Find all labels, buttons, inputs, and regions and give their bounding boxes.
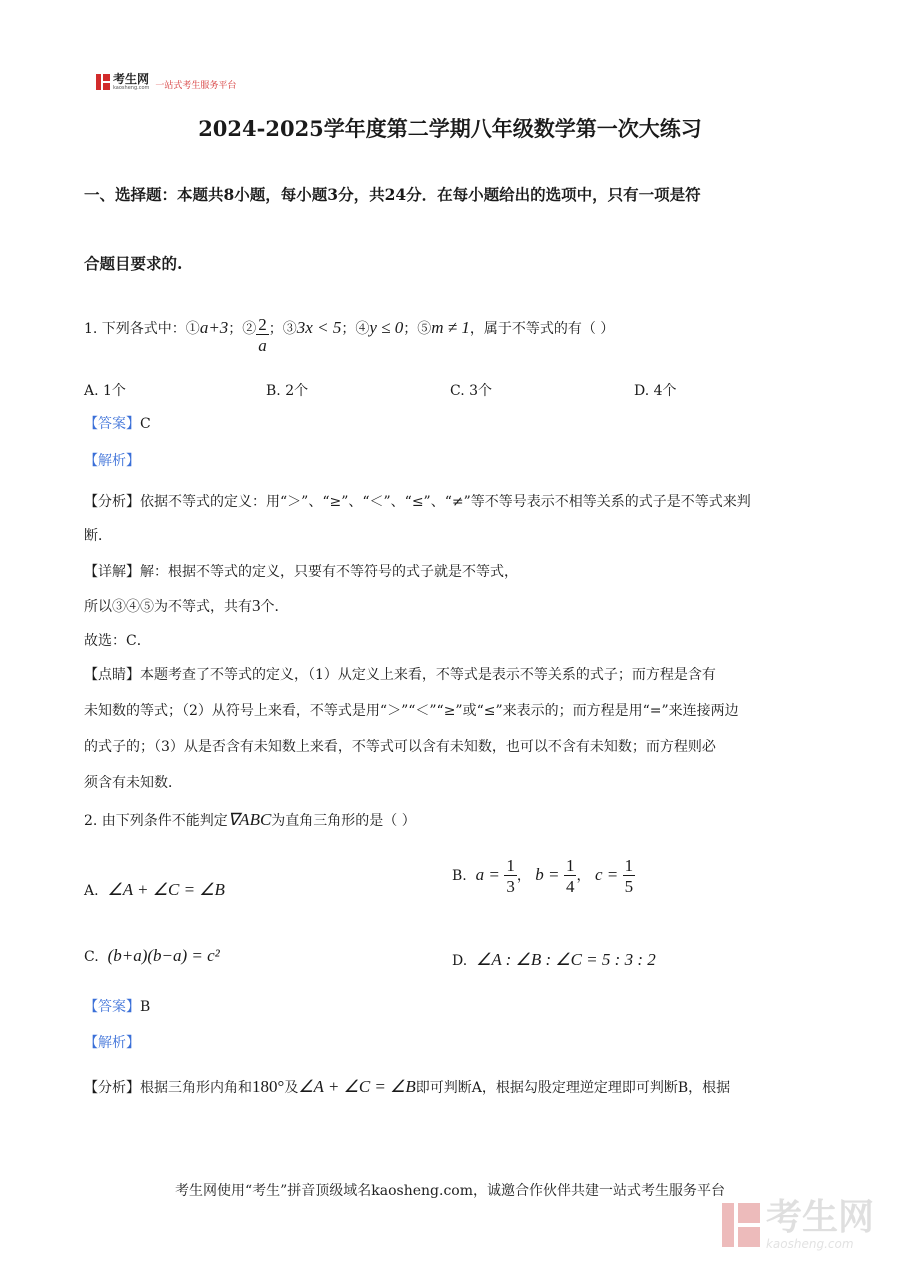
q2-option-b: B. a = $\frac{1}{3}$ ， b = $\frac{1}{4}$ ， c = $\frac{1}{5}$ [452, 856, 634, 896]
q1-dianjing: 【点睛】本题考查了不等式的定义，（1）从定义上来看，不等式是表示不等关系的式子；而方程是含有 未知数的等式；（2）从符号上来看，不等式是用“＞”“＜”“≥”或“≤”来表示的；而方程是用“=”来连接两边 的式子的；（3）从是否含有未知数上来看，不等式可以含有未知数，也可以不含有未知数；而方程则必 须含有未知数． [84, 667, 739, 791]
q1-option-d: D. 4个 [634, 383, 677, 399]
page-title: 2024-2025学年度第二学期八年级数学第一次大练习 [198, 116, 702, 141]
watermark-name: 考生网 [765, 1197, 874, 1238]
q1-option-c: C. 3个 [450, 383, 493, 399]
q2-answer: 【答案】B [84, 999, 151, 1015]
q1-option-b: B. 2个 [266, 383, 309, 399]
q1-fraction: $\frac{2}{a}$ [258, 315, 267, 355]
page-footer: 考生网使用“考生”拼音顶级域名kaosheng.com，诚邀合作伙伴共建一站式考生服务平台 [174, 1183, 726, 1199]
q1-fenxi: 【分析】依据不等式的定义：用“＞”、“≥”、“＜”、“≤”、“≠”等不等号表示不相等关系的式子是不等式来判 断． [84, 494, 751, 544]
q1-xiangjie: 【详解】解：根据不等式的定义，只要有不等符号的式子就是不等式， 所以③④⑤为不等式，共有3个． 故选：C． [84, 564, 518, 649]
q1-stem: 1. 下列各式中：①a+3；② $\frac{2}{a}$ ；③3x < 5；④y ≤ 0；⑤m ≠ 1，属于不等式的有（ ） [84, 315, 615, 355]
q1-answer: 【答案】C [84, 416, 151, 432]
q2-option-c: C. (b+a)(b−a) = c² [84, 946, 220, 965]
watermark-domain: kaosheng.com [765, 1237, 854, 1251]
watermark-logo [722, 1197, 874, 1251]
q2-option-d: D. ∠A : ∠B : ∠C = 5 : 3 : 2 [452, 950, 656, 969]
header-logo [96, 71, 236, 93]
section-heading-line2: 合题目要求的. [84, 254, 183, 273]
watermark-icon [722, 1203, 760, 1247]
logo-icon [96, 74, 110, 90]
logo-slogan: 一站式考生服务平台 [155, 80, 237, 91]
q2-stem: 2. 由下列条件不能判定∇ABC为直角三角形的是（ ） [84, 810, 416, 829]
q2-analysis-tag: 【解析】 [84, 1035, 140, 1051]
q2-option-a: A. ∠A + ∠C = ∠B [84, 880, 225, 899]
q1-option-a: A. 1个 [84, 383, 126, 399]
section-heading-line1: 一、选择题：本题共8小题，每小题3分，共24分．在每小题给出的选项中，只有一项是符 [84, 185, 701, 204]
q2-fenxi: 【分析】根据三角形内角和180°及∠A + ∠C = ∠B即可判断A，根据勾股定理逆定理即可判断B，根据 [84, 1077, 731, 1096]
q1-analysis-tag: 【解析】 [84, 453, 140, 469]
logo-name: 考生网 [113, 72, 150, 86]
logo-domain: kaosheng.com [113, 85, 150, 91]
